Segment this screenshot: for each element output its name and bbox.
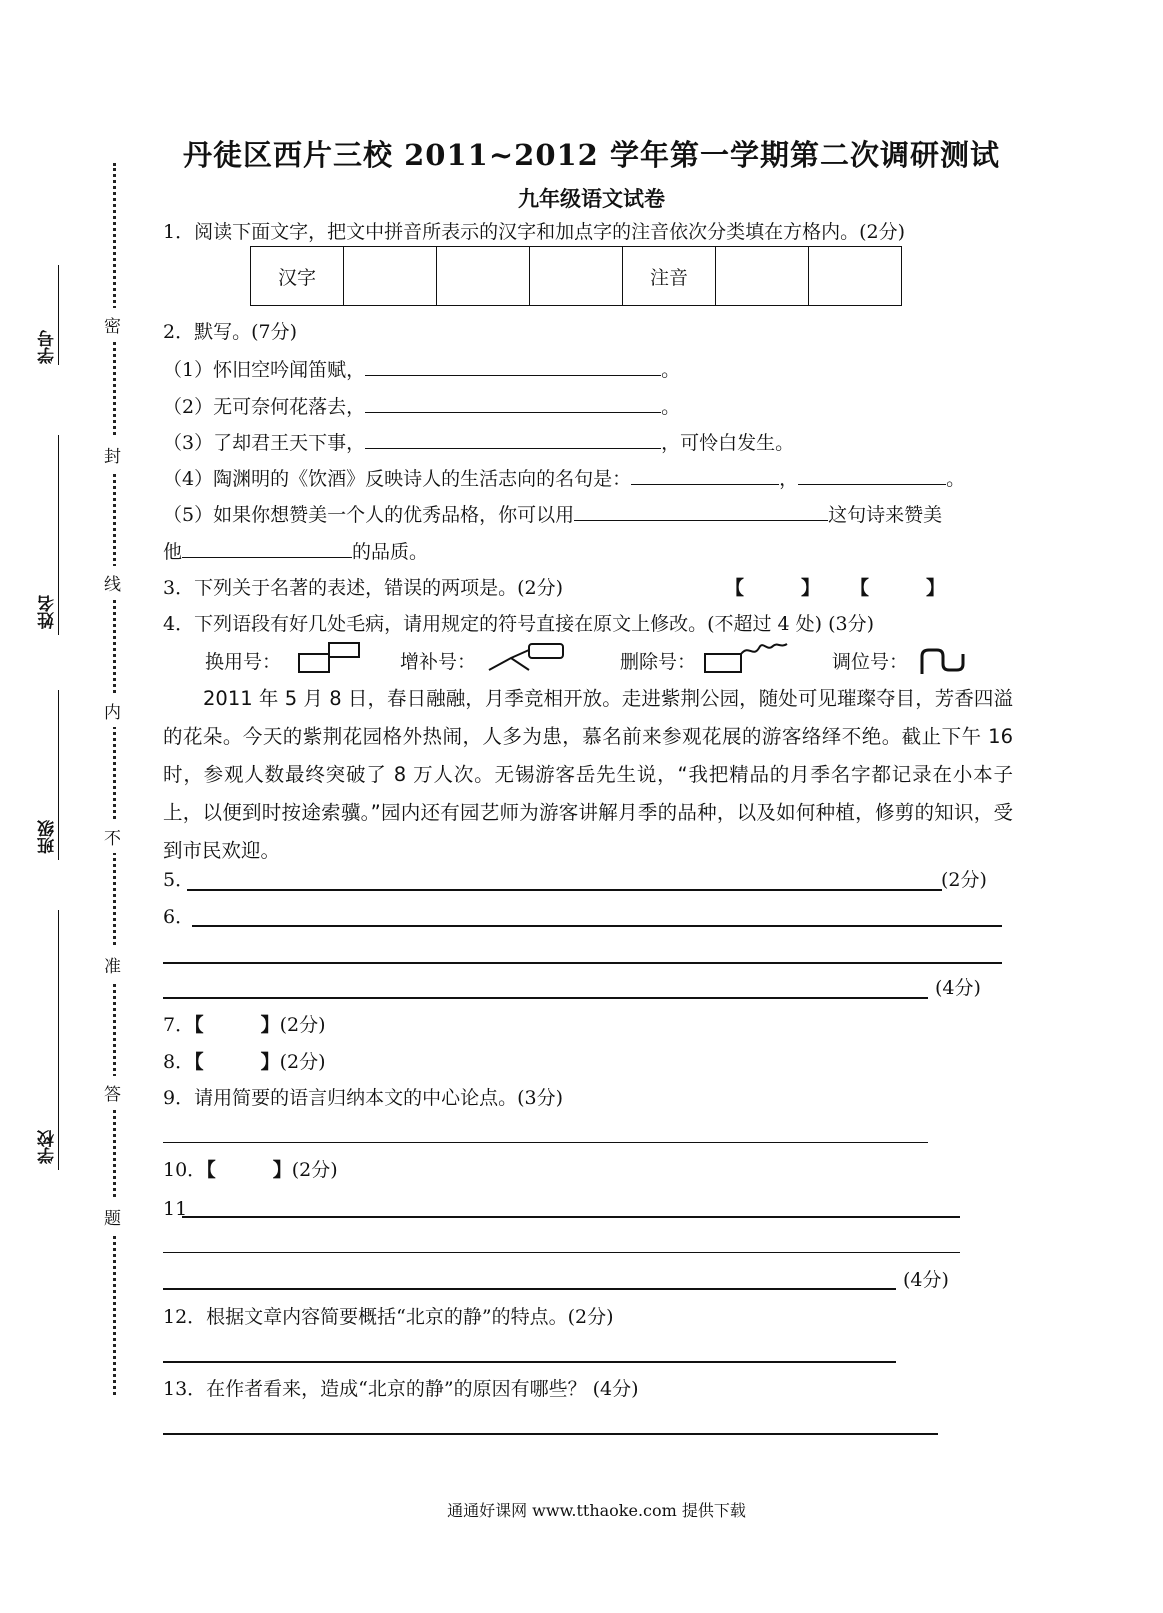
answer-line[interactable] — [163, 1433, 938, 1435]
item-text: 。 — [946, 468, 966, 490]
passage-text: 2011 年 5 月 8 日，春日融融，月季竞相开放。走进紫荆公园，随处可见璀璨夺目，芳香四溢的花朵。今天的紫荆花园格外热闹，人多为患，慕名前来参观花展的游客络绎不绝。截止下午 16 时，参观人数最终突破了 8 万人次。无锡游客岳先生说，“我把精品的月季名字都记录在小本子上，以便到时按途索骥。”园内还有园艺师为游客讲解月季的品种，以及如何种植，修剪的知识，受到市民欢迎。 — [163, 687, 1013, 862]
answer-bracket[interactable]: 【 】 — [194, 1051, 280, 1073]
answer-line[interactable] — [163, 1252, 960, 1253]
answer-grid — [250, 246, 902, 306]
question-12: 12．根据文章内容简要概括“北京的静”的特点。(2分) — [163, 1306, 614, 1328]
side-label-class: 班级 — [38, 820, 58, 854]
grid-cell-label: 注音 — [623, 247, 716, 306]
answer-bracket[interactable]: 【 】 — [194, 1014, 280, 1036]
grid-cell-label: 汉字 — [251, 247, 344, 306]
side-line-school — [58, 910, 59, 1170]
question-2-item — [163, 394, 680, 419]
question-11-num: 11 — [163, 1198, 188, 1220]
side-line-student-id — [58, 265, 59, 365]
question-9: 9．请用简要的语言归纳本文的中心论点。(3分) — [163, 1087, 564, 1109]
answer-line[interactable] — [163, 962, 1002, 964]
item-text: （1）怀旧空吟闻笛赋， — [163, 359, 366, 381]
question-num: 10． — [163, 1159, 207, 1181]
item-text: （4）陶渊明的《饮酒》反映诗人的生活志向的名句是： — [163, 468, 632, 490]
grid-cell-input[interactable] — [437, 247, 530, 306]
side-line-class — [58, 690, 59, 860]
question-2: 2．默写。(7分) — [163, 321, 298, 343]
question-13: 13．在作者看来，造成“北京的静”的原因有哪些？ (4分) — [163, 1378, 639, 1400]
answer-line[interactable] — [163, 1361, 896, 1363]
grid-cell-input[interactable] — [809, 247, 902, 306]
replace-mark-icon — [295, 640, 365, 676]
question-10 — [163, 1158, 338, 1182]
question-5-num: 5． — [163, 869, 195, 891]
insert-mark-icon — [485, 640, 570, 676]
question-2-item — [163, 539, 428, 564]
question-6-num: 6． — [163, 906, 195, 928]
item-text: 。 — [661, 359, 681, 381]
seal-char: 封 — [104, 438, 121, 471]
seal-char: 内 — [104, 694, 121, 727]
item-text: （2）无可奈何花落去， — [163, 396, 366, 418]
grid-cell-input[interactable] — [716, 247, 809, 306]
score-label: (2分) — [279, 1051, 326, 1073]
item-text: （5）如果你想赞美一个人的优秀品格，你可以用 — [163, 504, 575, 526]
answer-line[interactable] — [163, 997, 928, 999]
score-label: (2分) — [279, 1014, 326, 1036]
symbol-label-transpose: 调位号： — [832, 651, 909, 673]
seal-char: 密 — [104, 308, 121, 341]
question-num: 8． — [163, 1051, 195, 1073]
grid-cell-input[interactable] — [530, 247, 623, 306]
question-7 — [163, 1013, 326, 1037]
question-2-item — [163, 502, 942, 527]
seal-char: 不 — [104, 820, 121, 853]
side-label-name: 姓名 — [38, 595, 58, 629]
answer-blank[interactable] — [365, 394, 661, 413]
side-label-student-id: 学号 — [38, 330, 58, 364]
answer-blank[interactable] — [631, 466, 779, 485]
side-label-school: 学校 — [38, 1130, 58, 1164]
question-2-item — [163, 430, 794, 455]
seal-char: 线 — [104, 566, 121, 599]
item-text: 的品质。 — [352, 541, 429, 563]
footer-text: 通通好课网 www.tthaoke.com 提供下载 — [447, 1501, 746, 1520]
question-num: 7． — [163, 1014, 195, 1036]
answer-blank[interactable] — [798, 466, 946, 485]
item-text: ，可怜白发生。 — [661, 432, 795, 454]
answer-blank[interactable] — [182, 539, 352, 558]
score-label: (2分) — [941, 869, 987, 891]
item-text: ， — [779, 468, 799, 490]
item-text: 这句诗来赞美 — [828, 504, 943, 526]
answer-line[interactable] — [163, 1142, 928, 1143]
symbol-label-replace: 换用号： — [205, 651, 282, 673]
answer-line[interactable] — [192, 925, 1002, 927]
page-title: 丹徒区西片三校 2011~2012 学年第一学期第二次调研测试 — [183, 138, 1000, 172]
answer-bracket[interactable]: 【 】 — [725, 577, 821, 599]
seal-char: 题 — [104, 1200, 121, 1233]
answer-line[interactable] — [187, 889, 942, 891]
grid-cell-input[interactable] — [344, 247, 437, 306]
item-text: 。 — [661, 396, 681, 418]
item-text: （3）了却君王天下事， — [163, 432, 366, 454]
symbol-label-delete: 删除号： — [620, 651, 697, 673]
item-text: 他 — [163, 541, 183, 563]
delete-mark-icon — [703, 638, 793, 676]
transpose-mark-icon — [917, 644, 972, 678]
question-4: 4．下列语段有好几处毛病，请用规定的符号直接在原文上修改。(不超过 4 处) (3分) — [163, 613, 875, 635]
question-3: 3．下列关于名著的表述，错误的两项是。(2分) — [163, 577, 564, 599]
answer-blank[interactable] — [574, 502, 828, 521]
symbol-label-insert: 增补号： — [400, 651, 477, 673]
page-subtitle: 九年级语文试卷 — [518, 186, 665, 211]
answer-line[interactable] — [182, 1216, 960, 1218]
question-2-item — [163, 466, 965, 491]
question-8 — [163, 1050, 326, 1074]
score-label: (4分) — [935, 977, 981, 999]
question-1: 1．阅读下面文字，把文中拼音所表示的汉字和加点字的注音依次分类填在方格内。(2分) — [163, 221, 906, 243]
question-2-item — [163, 357, 680, 382]
score-label: (4分) — [903, 1269, 949, 1291]
answer-blank[interactable] — [365, 430, 661, 449]
side-line-name — [58, 435, 59, 635]
seal-char: 答 — [104, 1076, 121, 1109]
passage — [163, 680, 1013, 870]
answer-bracket[interactable]: 【 】 — [850, 577, 946, 599]
seal-char: 准 — [104, 948, 121, 981]
answer-blank[interactable] — [365, 357, 661, 376]
score-label: (2分) — [291, 1159, 338, 1181]
answer-line[interactable] — [163, 1288, 896, 1290]
answer-bracket[interactable]: 【 】 — [206, 1159, 292, 1181]
